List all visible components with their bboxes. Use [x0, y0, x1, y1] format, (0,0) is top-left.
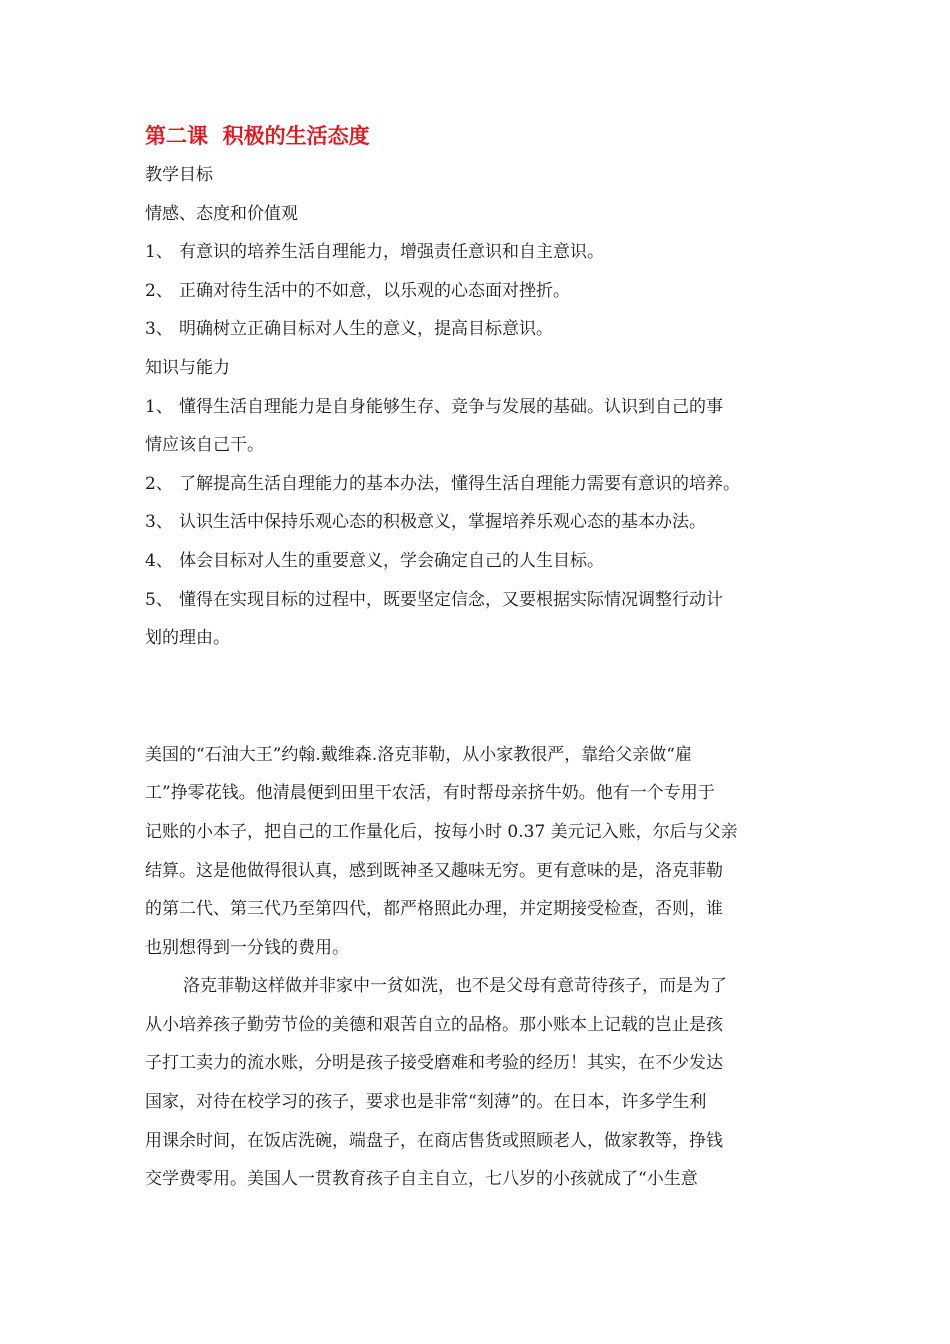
paragraph-line: 也别想得到一分钱的费用。 — [145, 937, 349, 958]
story-paragraph-2 — [145, 967, 810, 1199]
paragraph-line: 结算。这是他做得很认真，感到既神圣又趣味无穷。更有意味的是，洛克菲勒 — [145, 860, 723, 881]
knowledge-item — [145, 581, 810, 620]
knowledge-section-heading: 知识与能力 — [145, 357, 230, 378]
paragraph-line: 洛克菲勒这样做并非家中一贫如洗，也不是父母有意苛待孩子，而是为了 — [183, 976, 727, 997]
item-text: 懂得在实现目标的过程中，既要坚定信念，又要根据实际情况调整行动计 — [179, 589, 723, 610]
item-number: 1、 — [145, 242, 173, 263]
item-text: 正确对待生活中的不如意，以乐观的心态面对挫折。 — [179, 280, 570, 301]
item-text: 体会目标对人生的重要意义，学会确定自己的人生目标。 — [179, 550, 604, 571]
item-text: 懂得生活自理能力是自身能够生存、竞争与发展的基础。认识到自己的事 — [179, 396, 723, 417]
item-number: 3、 — [145, 512, 173, 533]
paragraph-line: 的第二代、第三代乃至第四代，都严格照此办理，并定期接受检查，否则，谁 — [145, 899, 723, 920]
emotion-section-heading: 情感、态度和价值观 — [145, 203, 298, 224]
item-number: 2、 — [145, 280, 173, 301]
item-text: 有意识的培养生活自理能力，增强责任意识和自主意识。 — [179, 242, 604, 263]
knowledge-item-continuation: 划的理由。 — [145, 628, 230, 649]
item-number: 1、 — [145, 396, 173, 417]
section-gap — [145, 658, 810, 736]
paragraph-line: 用课余时间，在饭店洗碗，端盘子，在商店售货或照顾老人，做家教等，挣钱 — [145, 1130, 723, 1151]
paragraph-line: 工”挣零花钱。他清晨便到田里干农活，有时帮母亲挤牛奶。他有一个专用于 — [145, 783, 715, 804]
paragraph-line: 从小培养孩子勤劳节俭的美德和艰苦自立的品格。那小账本上记载的岂止是孩 — [145, 1014, 723, 1035]
knowledge-item — [145, 503, 810, 542]
item-text: 认识生活中保持乐观心态的积极意义，掌握培养乐观心态的基本办法。 — [179, 512, 706, 533]
paragraph-line: 美国的“石油大王”约翰.戴维森.洛克菲勒，从小家教很严，靠给父亲做“雇 — [145, 744, 692, 765]
item-number: 2、 — [145, 473, 173, 494]
paragraph-line: 子打工卖力的流水账，分明是孩子接受磨难和考验的经历！其实，在不少发达 — [145, 1053, 723, 1074]
paragraph-line: 记账的小本子，把自己的工作量化后，按每小时 0.37 美元记入账，尔后与父亲 — [145, 821, 738, 842]
emotion-item — [145, 310, 810, 349]
story-paragraph-1 — [145, 736, 810, 968]
knowledge-item — [145, 542, 810, 581]
item-number: 5、 — [145, 589, 173, 610]
lesson-title: 第二课 积极的生活态度 — [145, 123, 370, 148]
item-number: 4、 — [145, 550, 173, 571]
item-text: 明确树立正确目标对人生的意义，提高目标意识。 — [179, 319, 553, 340]
document-page — [145, 118, 810, 1199]
paragraph-line: 交学费零用。美国人一贯教育孩子自主自立，七八岁的小孩就成了“小生意 — [145, 1169, 698, 1190]
item-number: 3、 — [145, 319, 173, 340]
knowledge-item — [145, 388, 810, 427]
objectives-heading: 教学目标 — [145, 165, 213, 185]
emotion-item — [145, 272, 810, 311]
emotion-item — [145, 233, 810, 272]
knowledge-item — [145, 465, 810, 504]
paragraph-line: 国家，对待在校学习的孩子，要求也是非常“刻薄”的。在日本，许多学生利 — [145, 1092, 707, 1113]
item-text: 了解提高生活自理能力的基本办法，懂得生活自理能力需要有意识的培养。 — [179, 473, 740, 494]
knowledge-item-continuation: 情应该自己干。 — [145, 435, 264, 456]
